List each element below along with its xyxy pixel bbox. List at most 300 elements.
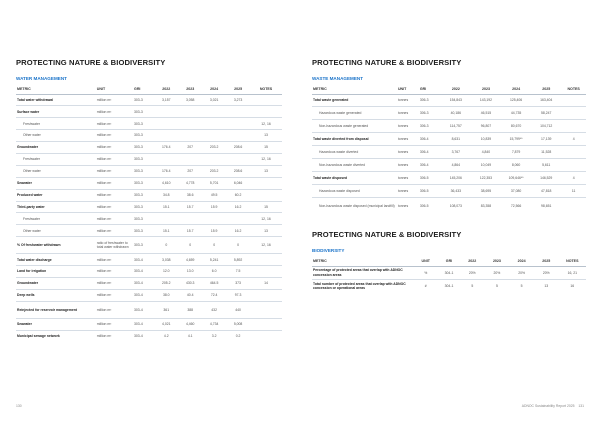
unit-cell: million m³ (96, 142, 133, 154)
value-2022: 12.0 (154, 266, 178, 278)
unit-cell: % (413, 266, 438, 279)
value-2024: 72.4 (202, 289, 226, 301)
value-2024: 5,701 (202, 177, 226, 189)
value-2025 (226, 153, 250, 165)
waste-management-table (312, 84, 586, 214)
metric-cell: Other water (16, 130, 96, 142)
unit-cell: million m³ (96, 301, 133, 318)
value-2025: 16.2 (226, 225, 250, 237)
value-2023: 0 (178, 237, 202, 254)
metric-cell: Non-hazardous waste disposed (municipal landfill) (312, 197, 397, 214)
table-row (312, 184, 586, 197)
notes-cell (250, 189, 282, 201)
value-2023 (178, 213, 202, 225)
unit-cell: million m³ (96, 266, 133, 278)
metric-cell: Total number of protected areas that overlap with ADNOC concession or operational areas (312, 279, 413, 292)
value-2025: 5,008 (226, 318, 250, 330)
gri-cell: 303-4 (133, 301, 154, 318)
gri-cell: 306-5 (419, 171, 441, 184)
table-row (16, 225, 282, 237)
value-2025: 208.6 (226, 165, 250, 177)
metric-cell: Hazardous waste generated (312, 107, 397, 120)
unit-cell: tonnes (397, 197, 419, 214)
unit-cell: million m³ (96, 177, 133, 189)
unit-cell: tonnes (397, 133, 419, 146)
water-management-subtitle: WATER MANAGEMENT (16, 76, 67, 81)
gri-cell: 303-4 (133, 330, 154, 342)
gri-cell: 306-5 (419, 184, 441, 197)
value-2023: 143,192 (471, 94, 501, 107)
notes-cell: 12, 16 (250, 153, 282, 165)
value-2023: 3,058 (178, 94, 202, 106)
waste-biodiversity-section (312, 58, 586, 292)
value-2022: 8,631 (441, 133, 471, 146)
header-gri: GRI (438, 256, 460, 266)
table-header-row (16, 84, 282, 94)
value-2025: 104,712 (531, 120, 561, 133)
metric-cell: Other water (16, 225, 96, 237)
value-2023: 4.1 (178, 330, 202, 342)
gri-cell: 303-3 (133, 213, 154, 225)
value-2022: 176.4 (154, 165, 178, 177)
table-row (16, 142, 282, 154)
header-2025: 2025 (534, 256, 559, 266)
table-row (16, 266, 282, 278)
metric-cell: Seawater (16, 177, 96, 189)
notes-cell (561, 146, 586, 159)
unit-cell: million m³ (96, 165, 133, 177)
unit-cell: million m³ (96, 289, 133, 301)
biodiversity-section-title: PROTECTING NATURE & BIODIVERSITY (312, 230, 462, 240)
table-row (16, 118, 282, 130)
table-row (16, 237, 282, 254)
notes-cell: 15 (250, 142, 282, 154)
value-2023: 15.7 (178, 225, 202, 237)
value-2023: 96,807 (471, 120, 501, 133)
unit-cell: million m³ (96, 201, 133, 213)
unit-cell: tonnes (397, 94, 419, 107)
metric-cell: Seawater (16, 318, 96, 330)
value-2022: 0 (154, 237, 178, 254)
value-2023: 38.6 (178, 189, 202, 201)
value-2023: 40.4 (178, 289, 202, 301)
value-2025: 20% (534, 266, 559, 279)
notes-cell: 4 (561, 133, 586, 146)
value-2023: 10,839 (471, 133, 501, 146)
water-management-table (16, 84, 282, 342)
unit-cell: million m³ (96, 254, 133, 266)
value-2025: 13 (534, 279, 559, 292)
header-2025: 2025 (531, 84, 561, 94)
table-row (16, 277, 282, 289)
notes-cell: 16, 21 (559, 266, 586, 279)
value-2022: 4,610 (154, 177, 178, 189)
value-2022: 4.2 (154, 330, 178, 342)
value-2024: 109,646** (501, 171, 531, 184)
value-2024: 8,060 (501, 158, 531, 171)
table-row (16, 201, 282, 213)
header-notes: NOTES (559, 256, 586, 266)
unit-cell: million m³ (96, 330, 133, 342)
value-2023: 4,460 (178, 318, 202, 330)
notes-cell: 4 (561, 171, 586, 184)
value-2022: 38.0 (154, 289, 178, 301)
value-2025: 440 (226, 301, 250, 318)
header-2023: 2023 (178, 84, 202, 94)
value-2025: 5,611 (531, 158, 561, 171)
gri-cell: 303-4 (133, 318, 154, 330)
gri-cell: 303-3 (133, 165, 154, 177)
value-2025: 11,528 (531, 146, 561, 159)
value-2022 (154, 213, 178, 225)
gri-cell: 303-4 (133, 289, 154, 301)
gri-cell: 306-3 (419, 107, 441, 120)
value-2023: 207 (178, 165, 202, 177)
table-row (312, 120, 586, 133)
gri-cell: 306-4 (419, 146, 441, 159)
header-2023: 2023 (485, 256, 510, 266)
page-number-right: 131 (578, 404, 584, 408)
value-2024 (202, 118, 226, 130)
metric-cell: Hazardous waste disposed (312, 184, 397, 197)
value-2024: 3.2 (202, 330, 226, 342)
unit-cell: ratio of freshwater to total water withdrawn (96, 237, 133, 254)
value-2025 (226, 213, 250, 225)
value-2024: 4,734 (202, 318, 226, 330)
notes-cell (250, 289, 282, 301)
value-2023: 13.0 (178, 266, 202, 278)
metric-cell: % Of freshwater withdrawn (16, 237, 96, 254)
metric-cell: Total waste disposed (312, 171, 397, 184)
gri-cell: 303-3 (133, 237, 154, 254)
biodiversity-subtitle: BIODIVERSITY (312, 248, 345, 254)
value-2022: 154,843 (441, 94, 471, 107)
table-row (16, 301, 282, 318)
gri-cell: 303-3 (133, 118, 154, 130)
value-2022: 114,757 (441, 120, 471, 133)
value-2024: 49.5 (202, 189, 226, 201)
biodiversity-table (312, 256, 586, 292)
value-2024: 20% (509, 266, 534, 279)
value-2022: 4,864 (441, 158, 471, 171)
value-2022: 3,157 (154, 94, 178, 106)
value-2025: 5,892 (226, 254, 250, 266)
value-2024: 0 (202, 237, 226, 254)
value-2023: 83,358 (471, 197, 501, 214)
value-2024: 125,406 (501, 94, 531, 107)
value-2022: 40,186 (441, 107, 471, 120)
right-section-title: PROTECTING NATURE & BIODIVERSITY (312, 58, 462, 67)
gri-cell: 306-4 (419, 133, 441, 146)
metric-cell: Freshwater (16, 118, 96, 130)
value-2025 (226, 106, 250, 118)
gri-cell: 303-3 (133, 177, 154, 189)
table-row (16, 330, 282, 342)
notes-cell (250, 318, 282, 330)
table-row (16, 130, 282, 142)
value-2024: 432 (202, 301, 226, 318)
value-2025: 60.2 (226, 189, 250, 201)
gri-cell: 303-3 (133, 201, 154, 213)
table-row (312, 146, 586, 159)
value-2025 (226, 130, 250, 142)
metric-cell: Total waste diverted from disposal (312, 133, 397, 146)
header-unit: UNIT (413, 256, 438, 266)
table-row (312, 171, 586, 184)
value-2024: 464.5 (202, 277, 226, 289)
value-2022: 36,433 (441, 184, 471, 197)
table-row (16, 153, 282, 165)
metric-cell: Land for irrigation (16, 266, 96, 278)
value-2022 (154, 130, 178, 142)
value-2023 (178, 106, 202, 118)
value-2025: 146,529 (531, 171, 561, 184)
gri-cell: 303-3 (133, 130, 154, 142)
unit-cell: million m³ (96, 277, 133, 289)
value-2023 (178, 130, 202, 142)
metric-cell: Total waste generated (312, 94, 397, 107)
notes-cell: 13 (250, 225, 282, 237)
value-2024: 5,241 (202, 254, 226, 266)
metric-cell: Total water withdrawal (16, 94, 96, 106)
notes-cell (250, 177, 282, 189)
value-2025: 98,651 (531, 197, 561, 214)
value-2023 (178, 118, 202, 130)
table-row (312, 197, 586, 214)
notes-cell (250, 94, 282, 106)
unit-cell: tonnes (397, 120, 419, 133)
gri-cell: 303-3 (133, 189, 154, 201)
unit-cell: million m³ (96, 130, 133, 142)
unit-cell: tonnes (397, 184, 419, 197)
value-2025: 3,273 (226, 94, 250, 106)
notes-cell (250, 301, 282, 318)
header-2023: 2023 (471, 84, 501, 94)
value-2024: 72,566 (501, 197, 531, 214)
value-2022: 3,767 (441, 146, 471, 159)
unit-cell: million m³ (96, 94, 133, 106)
value-2023: 20% (485, 266, 510, 279)
value-2024: 203.2 (202, 165, 226, 177)
unit-cell: million m³ (96, 118, 133, 130)
value-2024: 7,879 (501, 146, 531, 159)
table-row (16, 254, 282, 266)
value-2025: 0.2 (226, 330, 250, 342)
metric-cell: Third-party water (16, 201, 96, 213)
value-2022: 3,038 (154, 254, 178, 266)
metric-cell: Groundwater (16, 142, 96, 154)
value-2024: 15.9 (202, 201, 226, 213)
table-row (16, 189, 282, 201)
value-2022: 20% (460, 266, 485, 279)
value-2022: 5 (460, 279, 485, 292)
header-metric: METRIC (16, 84, 96, 94)
value-2023: 430.3 (178, 277, 202, 289)
notes-cell: 12, 16 (250, 237, 282, 254)
value-2024: 80,670 (501, 120, 531, 133)
table-row (16, 94, 282, 106)
header-gri: GRI (419, 84, 441, 94)
value-2025: 97.3 (226, 289, 250, 301)
notes-cell: 12, 16 (250, 213, 282, 225)
page-number-left: 130 (16, 404, 22, 408)
header-2022: 2022 (460, 256, 485, 266)
metric-cell: Reinjected for reservoir management (16, 301, 96, 318)
header-unit: UNIT (397, 84, 419, 94)
value-2024 (202, 213, 226, 225)
header-2024: 2024 (202, 84, 226, 94)
value-2023: 4,840 (471, 146, 501, 159)
value-2024: 3,021 (202, 94, 226, 106)
value-2022: 34.8 (154, 189, 178, 201)
metric-cell: Non-hazardous waste generated (312, 120, 397, 133)
notes-cell (561, 94, 586, 107)
value-2022 (154, 106, 178, 118)
header-2024: 2024 (501, 84, 531, 94)
gri-cell: 306-3 (419, 94, 441, 107)
gri-cell: 304-1 (438, 279, 460, 292)
header-2022: 2022 (441, 84, 471, 94)
table-row (16, 106, 282, 118)
notes-cell (561, 107, 586, 120)
notes-cell (561, 158, 586, 171)
value-2025: 58,247 (531, 107, 561, 120)
table-row (16, 165, 282, 177)
value-2022: 4,021 (154, 318, 178, 330)
value-2023: 4,659 (178, 254, 202, 266)
unit-cell: million m³ (96, 106, 133, 118)
unit-cell: # (413, 279, 438, 292)
gri-cell: 303-4 (133, 254, 154, 266)
table-header-row (312, 256, 586, 266)
value-2025: 47,818 (531, 184, 561, 197)
table-row (16, 213, 282, 225)
metric-cell: Produced water (16, 189, 96, 201)
table-row (16, 177, 282, 189)
unit-cell: million m³ (96, 318, 133, 330)
gri-cell: 306-3 (419, 120, 441, 133)
value-2025: 0 (226, 237, 250, 254)
table-row (312, 107, 586, 120)
metric-cell: Total water discharge (16, 254, 96, 266)
metric-cell: Other water (16, 165, 96, 177)
gri-cell: 306-4 (419, 158, 441, 171)
unit-cell: million m³ (96, 189, 133, 201)
gri-cell: 303-3 (133, 225, 154, 237)
value-2023 (178, 153, 202, 165)
value-2025: 17,139 (531, 133, 561, 146)
value-2024: 203.2 (202, 142, 226, 154)
unit-cell: million m³ (96, 225, 133, 237)
notes-cell: 12, 16 (250, 118, 282, 130)
value-2025 (226, 118, 250, 130)
unit-cell: million m³ (96, 153, 133, 165)
unit-cell: tonnes (397, 146, 419, 159)
notes-cell: 13 (250, 165, 282, 177)
notes-cell: 14 (250, 277, 282, 289)
gri-cell: 303-4 (133, 277, 154, 289)
waste-management-subtitle: WASTE MANAGEMENT (312, 76, 364, 81)
value-2024 (202, 130, 226, 142)
metric-cell: Non-hazardous waste diverted (312, 158, 397, 171)
table-row (312, 133, 586, 146)
header-2025: 2025 (226, 84, 250, 94)
notes-cell: 13 (250, 130, 282, 142)
left-section-title: PROTECTING NATURE & BIODIVERSITY (16, 58, 166, 67)
value-2024: 37,080 (501, 184, 531, 197)
value-2025: 7.5 (226, 266, 250, 278)
value-2023: 388 (178, 301, 202, 318)
value-2023: 5 (485, 279, 510, 292)
table-row (312, 94, 586, 107)
gri-cell: 304-1 (438, 266, 460, 279)
table-header-row (312, 84, 586, 94)
value-2022 (154, 118, 178, 130)
metric-cell: Surface water (16, 106, 96, 118)
metric-cell: Freshwater (16, 213, 96, 225)
value-2024: 15,799** (501, 133, 531, 146)
gri-cell: 303-3 (133, 142, 154, 154)
value-2025: 208.6 (226, 142, 250, 154)
page-footer-right (522, 404, 584, 408)
table-row (312, 158, 586, 171)
value-2023: 122,353 (471, 171, 501, 184)
metric-cell: Percentage of protected areas that overlap with ADNOC concession areas (312, 266, 413, 279)
value-2025: 163,404 (531, 94, 561, 107)
value-2022: 15.1 (154, 225, 178, 237)
value-2022: 176.4 (154, 142, 178, 154)
value-2022: 15.1 (154, 201, 178, 213)
header-2022: 2022 (154, 84, 178, 94)
value-2024: 15.9 (202, 225, 226, 237)
value-2023: 46,515 (471, 107, 501, 120)
gri-cell: 303-3 (133, 106, 154, 118)
metric-cell: Municipal sewage network (16, 330, 96, 342)
notes-cell (250, 254, 282, 266)
table-row (16, 318, 282, 330)
value-2022 (154, 153, 178, 165)
header-notes: NOTES (250, 84, 282, 94)
value-2024 (202, 106, 226, 118)
table-row (312, 279, 586, 292)
metric-cell: Groundwater (16, 277, 96, 289)
value-2023: 4,778 (178, 177, 202, 189)
value-2023: 207 (178, 142, 202, 154)
notes-cell: 15 (250, 201, 282, 213)
value-2025: 16.2 (226, 201, 250, 213)
metric-cell: Hazardous waste diverted (312, 146, 397, 159)
unit-cell: tonnes (397, 107, 419, 120)
value-2024: 6.0 (202, 266, 226, 278)
notes-cell (250, 330, 282, 342)
gri-cell: 303-3 (133, 94, 154, 106)
notes-cell (250, 106, 282, 118)
notes-cell: 11 (561, 184, 586, 197)
header-notes: NOTES (561, 84, 586, 94)
metric-cell: Deep wells (16, 289, 96, 301)
gri-cell: 303-4 (133, 266, 154, 278)
value-2024: 44,735 (501, 107, 531, 120)
header-unit: UNIT (96, 84, 133, 94)
value-2023: 10,049 (471, 158, 501, 171)
value-2022: 108,073 (441, 197, 471, 214)
gri-cell: 306-5 (419, 197, 441, 214)
value-2023: 15.7 (178, 201, 202, 213)
header-metric: METRIC (312, 256, 413, 266)
table-row (16, 289, 282, 301)
header-gri: GRI (133, 84, 154, 94)
header-metric: METRIC (312, 84, 397, 94)
